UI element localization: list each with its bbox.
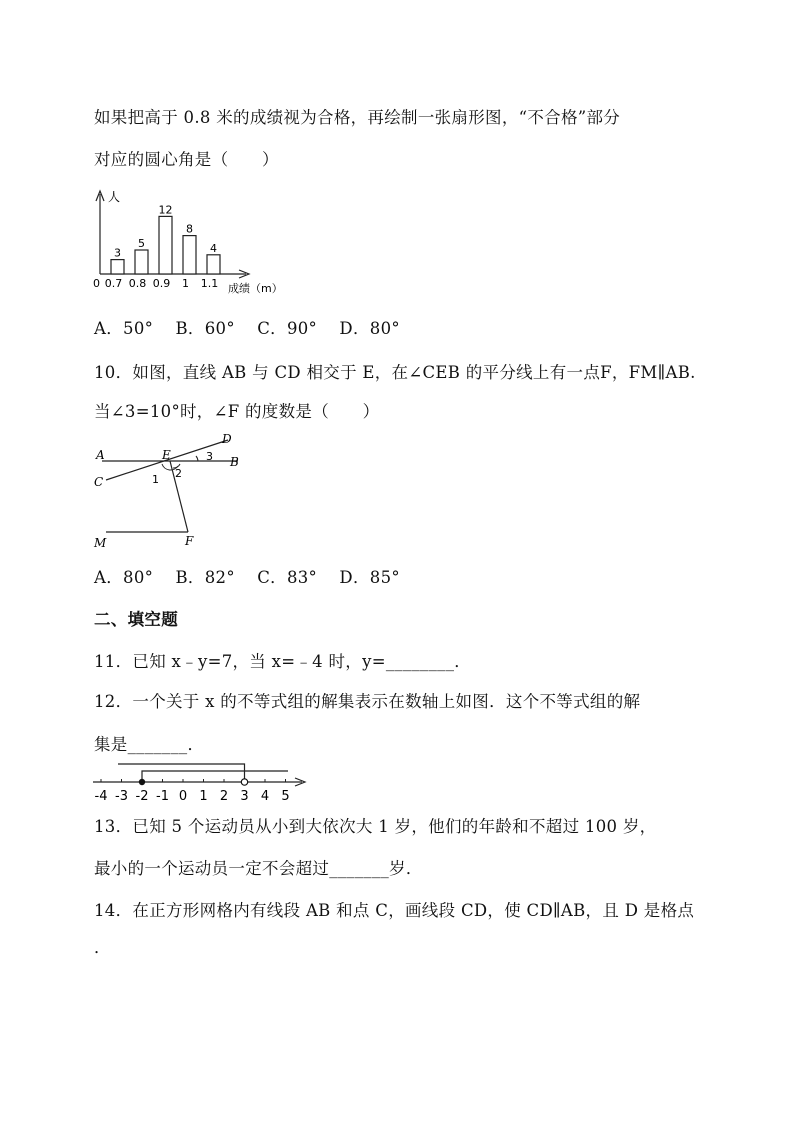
q11-text: 11．已知 x﹣y=7，当 x=﹣4 时，y=________． [94, 652, 472, 671]
ray-right [142, 771, 288, 782]
x-axis-label: 成绩（m） [228, 282, 283, 295]
label-E: E [162, 448, 171, 462]
label-D: D [222, 432, 232, 446]
x-tick-label: 0.7 [104, 277, 123, 290]
tick-label: 0 [178, 789, 188, 804]
x-tick-label: 0.9 [152, 277, 171, 290]
bar [111, 260, 124, 274]
q14-line2: ． [94, 938, 111, 957]
bar [207, 255, 220, 274]
bar-value-label: 4 [210, 241, 217, 255]
bar-value-label: 5 [138, 237, 145, 250]
tick-label: 1 [199, 789, 208, 804]
geometry-figure [88, 428, 248, 552]
angle-1-label: 1 [152, 473, 159, 486]
label-M: M [94, 536, 107, 550]
y-axis [96, 191, 104, 274]
height-histogram [88, 186, 298, 298]
x-tick-label: 1 [182, 277, 189, 290]
bar [135, 250, 148, 274]
number-line [88, 758, 312, 804]
angle-3-arc [196, 456, 198, 461]
tick-label: -4 [94, 789, 108, 804]
angle-3-label: 3 [206, 450, 213, 463]
tick-label: 2 [219, 789, 229, 804]
q10-line1: 10．如图，直线 AB 与 CD 相交于 E，在∠CEB 的平分线上有一点F，FM∥AB. [94, 363, 696, 382]
x-tick-label: 1.1 [200, 277, 219, 290]
bar [183, 236, 196, 274]
bar-value-label: 8 [186, 222, 193, 236]
x-tick-label: 0.8 [128, 277, 147, 290]
label-B: B [230, 455, 239, 469]
q12-line2: 集是_______． [94, 735, 205, 754]
ray-left [118, 764, 245, 782]
q13-line2: 最小的一个运动员一定不会超过_______岁． [94, 859, 423, 878]
number-line-ticks [95, 779, 290, 804]
tick-label: 4 [260, 789, 270, 804]
q14-line1: 14．在正方形网格内有线段 AB 和点 C，画线段 CD，使 CD∥AB，且 D 是格点 [94, 901, 695, 920]
bar-value-label: 3 [114, 246, 121, 260]
q9-line1: 如果把高于 0.8 米的成绩视为合格，再绘制一张扇形图，“不合格”部分 [94, 108, 621, 127]
q13-line1: 13．已知 5 个运动员从小到大依次大 1 岁，他们的年龄和不超过 100 岁， [94, 817, 657, 836]
angle-2-label: 2 [175, 467, 182, 480]
bars [105, 203, 220, 290]
label-C: C [94, 475, 104, 489]
q10-options: A．80° B．82° C．83° D．85° [94, 568, 400, 587]
q9-line2: 对应的圆心角是（ ） [94, 150, 279, 169]
section-title: 二、填空题 [94, 610, 178, 629]
y-axis-label: 人 [108, 190, 121, 204]
bar [159, 216, 172, 274]
label-F: F [185, 534, 194, 548]
closed-point [139, 779, 145, 785]
q9-options: A．50° B．60° C．90° D．80° [94, 319, 400, 338]
q12-line1: 12．一个关于 x 的不等式组的解集表示在数轴上如图．这个不等式组的解 [94, 692, 641, 711]
tick-label: -3 [115, 789, 128, 804]
bar-value-label: 12 [158, 203, 173, 217]
tick-label: 5 [281, 789, 290, 804]
label-A: A [96, 448, 105, 462]
tick-label: -1 [156, 789, 169, 804]
tick-label: -2 [135, 789, 149, 804]
q10-line2: 当∠3=10°时，∠F 的度数是（ ） [94, 402, 380, 421]
open-point [241, 779, 247, 785]
origin-label: 0 [93, 277, 100, 290]
tick-label: 3 [240, 789, 249, 804]
